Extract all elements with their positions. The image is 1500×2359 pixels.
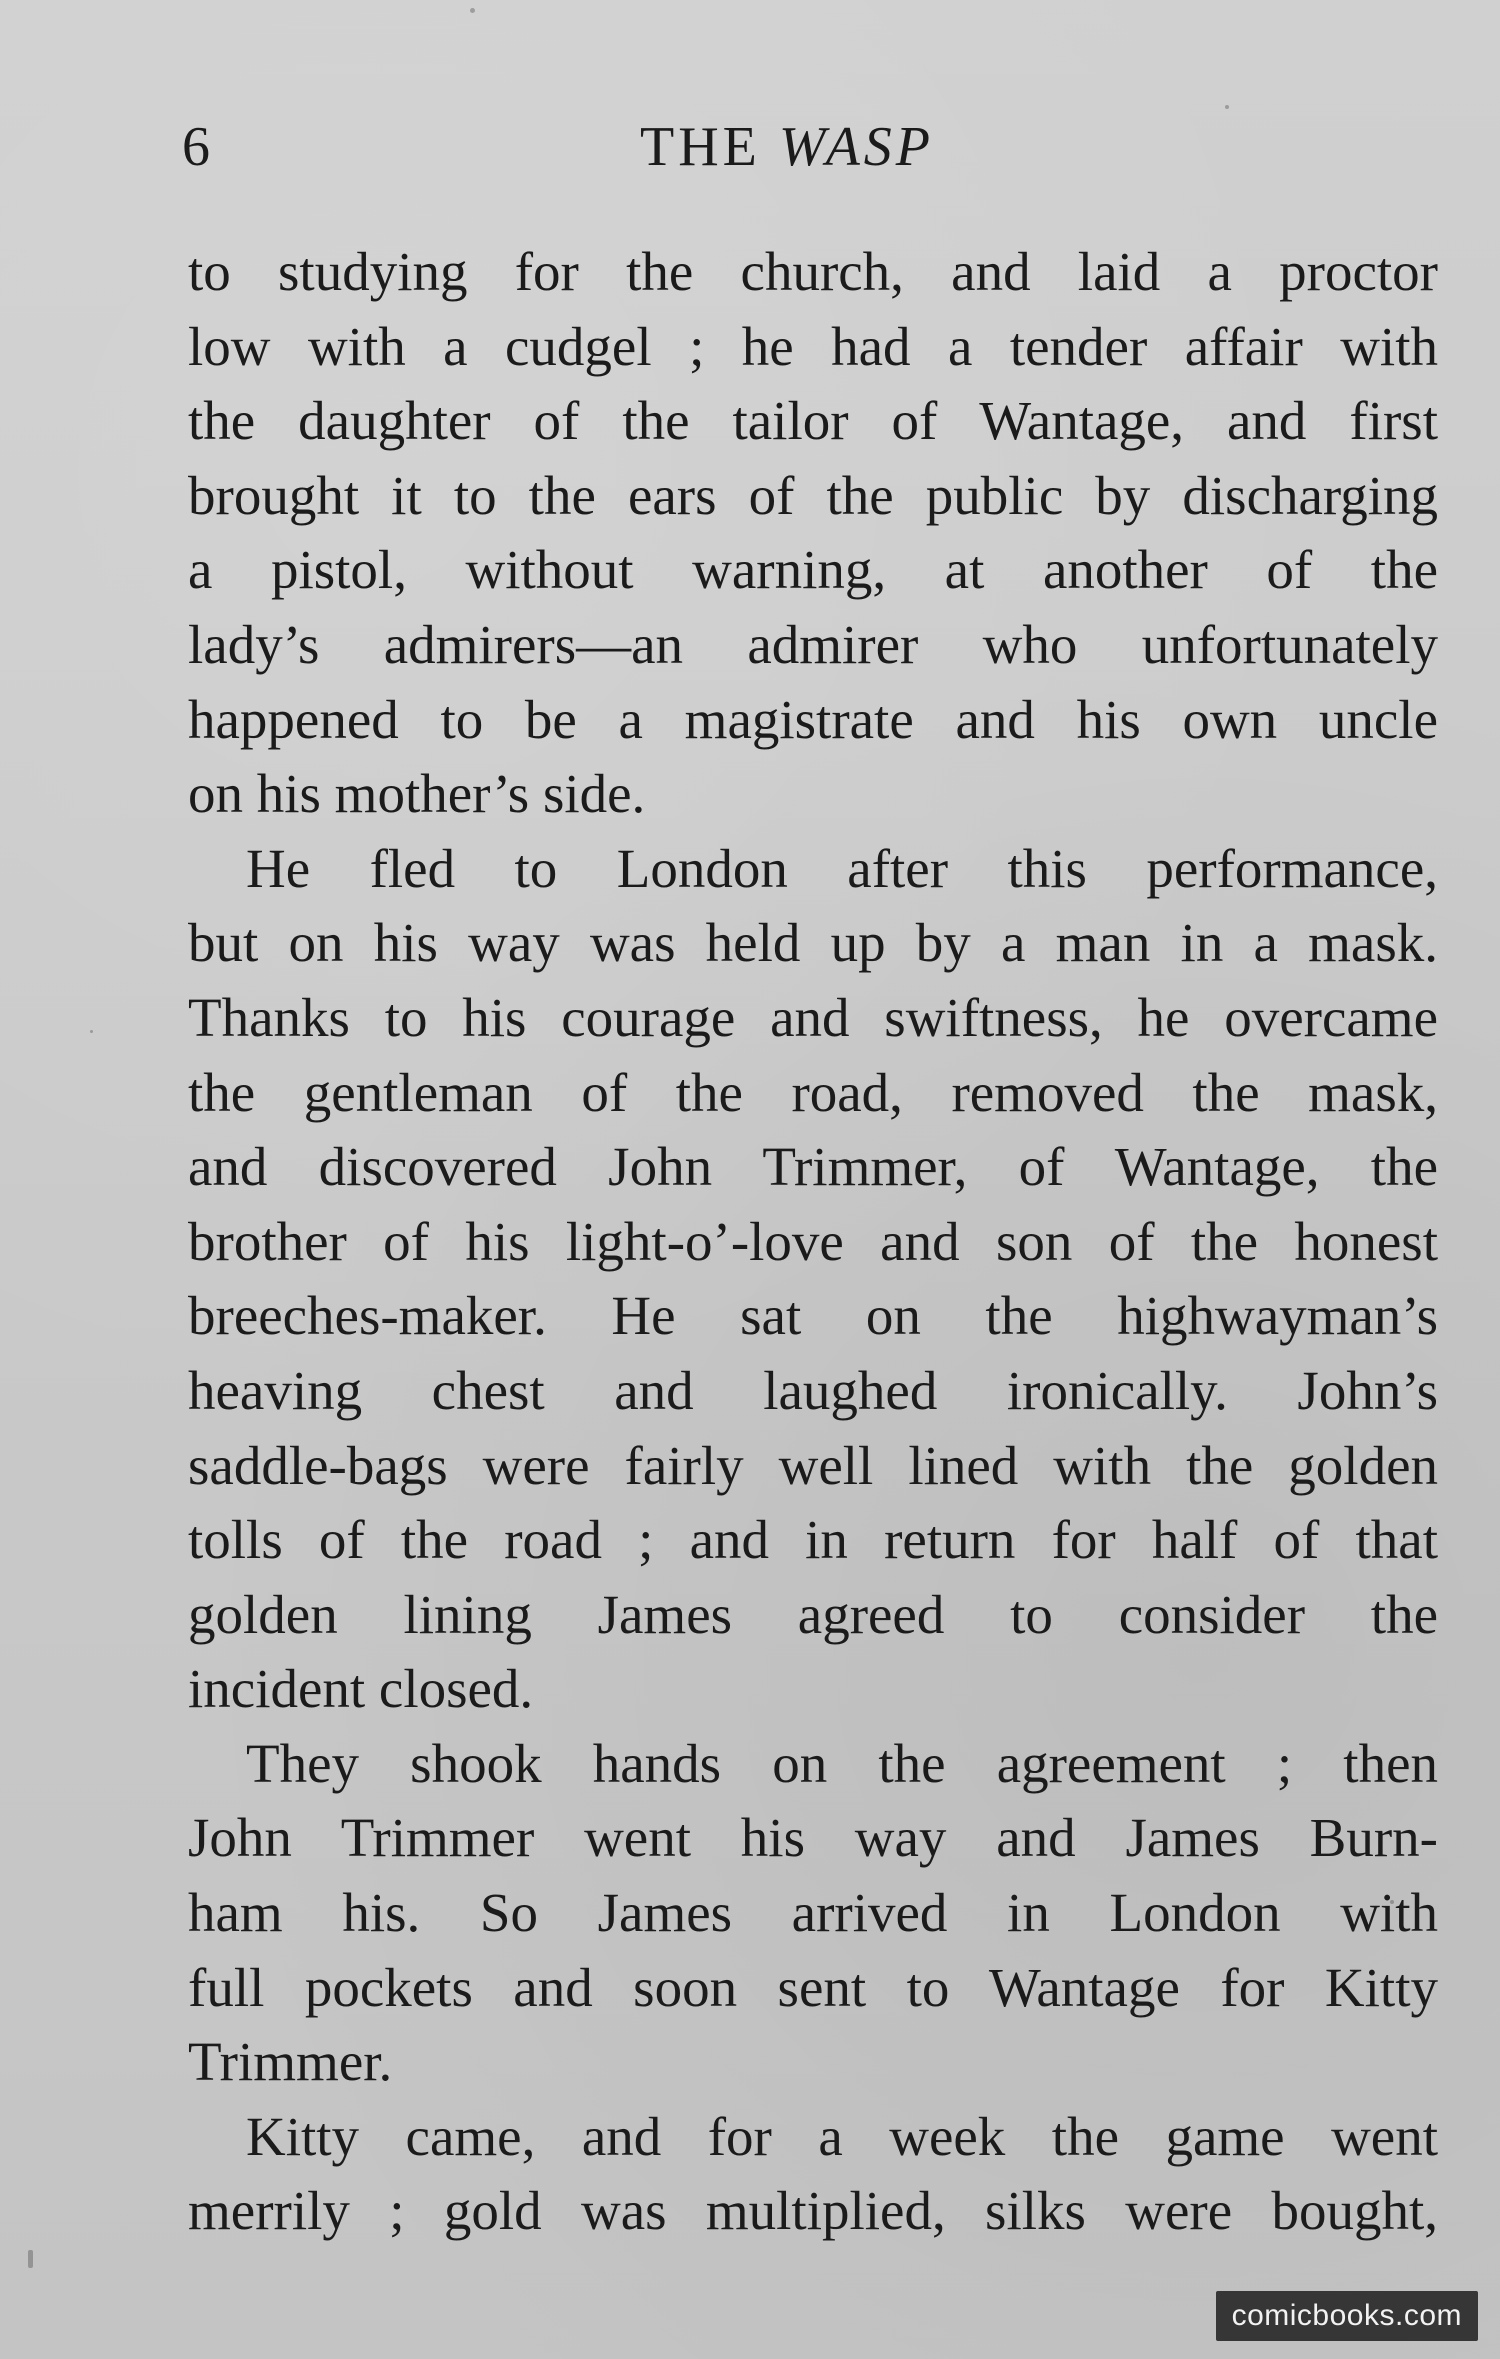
text-line: They shook hands on the agreement ; then — [246, 1732, 1438, 1794]
text-line: golden lining James agreed to consider the — [188, 1583, 1438, 1645]
text-line: to studying for the church, and laid a proctor — [188, 241, 1438, 302]
running-head — [640, 112, 934, 182]
paper-speck — [470, 8, 475, 13]
running-head-plain: THE — [640, 116, 761, 178]
text-line: a pistol, without warning, at another of the — [188, 539, 1438, 601]
text-line: Kitty came, and for a week the game went — [246, 2105, 1438, 2167]
text-line: low with a cudgel ; he had a tender affair with — [188, 315, 1438, 377]
text-line: merrily ; gold was multiplied, silks were bought, — [188, 2180, 1438, 2242]
text-line: He fled to London after this performance, — [246, 837, 1438, 899]
running-head-italic: WASP — [778, 116, 935, 178]
text-line: and discovered John Trimmer, of Wantage, the — [188, 1136, 1438, 1198]
text-line: the gentleman of the road, removed the mask, — [188, 1061, 1438, 1123]
text-line: happened to be a magistrate and his own uncle — [188, 688, 1438, 750]
text-line: heaving chest and laughed ironically. John’s — [188, 1359, 1438, 1421]
text-line: ham his. So James arrived in London with — [188, 1882, 1438, 1944]
text-line: brother of his light-o’-love and son of the honest — [188, 1210, 1438, 1272]
body-text — [188, 235, 1438, 2249]
page-number: 6 — [182, 116, 211, 178]
paper-speck — [28, 2250, 33, 2268]
text-line: Trimmer. — [188, 2031, 393, 2093]
text-line: on his mother’s side. — [188, 763, 646, 825]
text-line: John Trimmer went his way and James Burn- — [188, 1807, 1438, 1869]
text-line: saddle-bags were fairly well lined with the golden — [188, 1434, 1438, 1496]
page-header — [0, 112, 1500, 182]
text-line: lady’s admirers—an admirer who unfortunately — [188, 613, 1438, 675]
site-watermark: comicbooks.com — [1216, 2291, 1478, 2341]
paper-speck — [1225, 105, 1229, 109]
paper-speck — [90, 1030, 93, 1033]
text-line: brought it to the ears of the public by discharging — [188, 464, 1438, 526]
text-line: breeches-maker. He sat on the highwayman’s — [188, 1285, 1438, 1347]
text-line: Thanks to his courage and swiftness, he overcame — [188, 986, 1438, 1048]
text-line: but on his way was held up by a man in a mask. — [188, 912, 1438, 974]
text-line: full pockets and soon sent to Wantage for Kitty — [188, 1956, 1438, 2018]
text-line: tolls of the road ; and in return for half of that — [188, 1509, 1438, 1571]
text-line: incident closed. — [188, 1658, 534, 1720]
text-line: the daughter of the tailor of Wantage, and first — [188, 390, 1438, 452]
